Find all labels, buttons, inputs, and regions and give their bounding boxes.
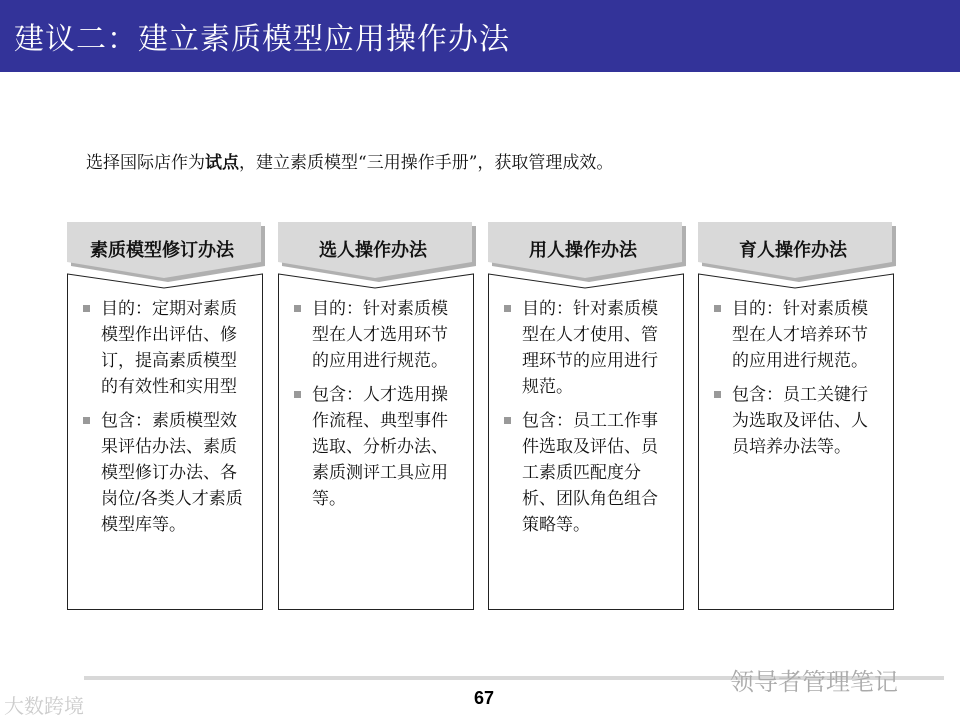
- method-column: [488, 222, 686, 612]
- watermark-right: 领导者管理笔记: [730, 668, 898, 696]
- intro-bold: 试点: [205, 153, 239, 173]
- bullet-icon: [504, 417, 511, 424]
- bullet-icon: [294, 305, 301, 312]
- column-title: 选人操作办法: [319, 240, 427, 261]
- page-title: 建议二：建立素质模型应用操作办法: [14, 22, 510, 57]
- method-column: [67, 222, 265, 612]
- bullet-icon: [83, 305, 90, 312]
- method-column: [278, 222, 476, 612]
- bullet-text: 目的：针对素质模型在人才使用、管理环节的应用进行规范。: [522, 299, 658, 397]
- bullet-list: [81, 296, 253, 546]
- bullet-text: 包含：员工工作事件选取及评估、员工素质匹配度分析、团队角色组合策略等。: [522, 411, 658, 535]
- column-title: 育人操作办法: [739, 240, 847, 261]
- column-title: 素质模型修订办法: [90, 240, 234, 261]
- bullet-icon: [83, 417, 90, 424]
- column-title: 用人操作办法: [529, 240, 637, 261]
- bullet-icon: [714, 391, 721, 398]
- list-item: [292, 382, 464, 512]
- bullet-list: [712, 296, 884, 468]
- list-item: [81, 296, 253, 400]
- page-number: 67: [474, 688, 495, 708]
- watermark-left: 大数跨境: [4, 694, 84, 718]
- title-bar: [0, 0, 960, 72]
- list-item: [81, 408, 253, 538]
- list-item: [712, 296, 884, 374]
- bullet-list: [292, 296, 464, 520]
- bullet-text: 包含：人才选用操作流程、典型事件选取、分析办法、素质测评工具应用等。: [312, 385, 448, 509]
- intro-before: 选择国际店作为: [86, 153, 205, 173]
- list-item: [502, 408, 674, 538]
- bullet-icon: [714, 305, 721, 312]
- bullet-icon: [504, 305, 511, 312]
- bullet-text: 目的：针对素质模型在人才培养环节的应用进行规范。: [732, 299, 868, 371]
- bullet-text: 目的：针对素质模型在人才选用环节的应用进行规范。: [312, 299, 448, 371]
- list-item: [502, 296, 674, 400]
- method-column: [698, 222, 896, 612]
- bullet-icon: [294, 391, 301, 398]
- bullet-text: 包含：素质模型效果评估办法、素质模型修订办法、各岗位/各类人才素质模型库等。: [101, 411, 243, 535]
- intro-text: [86, 148, 613, 173]
- intro-after: ，建立素质模型“三用操作手册”，获取管理成效。: [239, 153, 614, 173]
- list-item: [712, 382, 884, 460]
- bullet-text: 目的：定期对素质模型作出评估、修订，提高素质模型的有效性和实用型: [101, 299, 237, 397]
- list-item: [292, 296, 464, 374]
- bullet-list: [502, 296, 674, 546]
- bullet-text: 包含：员工关键行为选取及评估、人员培养办法等。: [732, 385, 868, 457]
